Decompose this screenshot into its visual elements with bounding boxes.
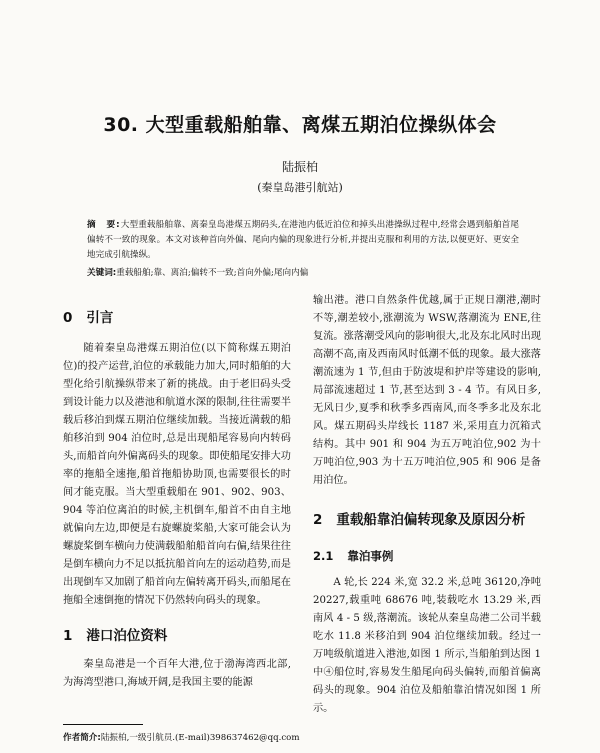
keywords-text: 重载船舶;靠、离泊;偏转不一致;首向外偏;尾向内偏 <box>116 268 309 278</box>
subsection-heading-case <box>313 548 541 564</box>
subsection-title: 靠泊事例 <box>347 549 394 563</box>
section-number: 2 <box>313 512 323 528</box>
footnote-text: 陆振柏,一级引航员.(E-mail)398637462@qq.com <box>100 733 300 743</box>
section-heading-analysis <box>313 508 541 528</box>
berth-paragraph-continued: 输出港。港口自然条件优越,属于正规日潮港,潮时不等,潮差较小,涨潮流为 WSW,落潮流为 ENE,往复流。涨落潮受风向的影响很大,北及东北风时出现高潮不高,南及西南风时低潮不低的现象。最大涨落潮流速为 1 节,但由于防波堤和护岸等建设的影响,局部流速超过 1 节,甚至达到 3 - 4 节。有风日多,无风日少,夏季和秋季多西南风,而冬季多北及东北风。煤五期码头岸线长 1187 米,采用直力沉箱式结构。其中 901 和 904 为五万吨泊位,902 为十万吨泊位,903 为十五万吨泊位,905 和 906 是备用泊位。 <box>313 295 541 486</box>
intro-paragraph: 随着秦皇岛港煤五期泊位(以下简称煤五期泊位)的投产运营,泊位的承载能力加大,同时船舶的大型化给引航操纵带来了新的挑战。由于老旧码头受到设计能力以及港池和航道水深的限制,往往需要半载后移泊到煤五期泊位继续加载。当接近满载的船舶移泊到 904 泊位时,总是出现船尾容易向内转码头,而船首向外偏离码头的现象。即使船尾安排大功率的拖船全速拖,船首拖船协助顶,也需要很长的时间才能克服。当大型重载船在 901、902、903、904 等泊位离泊的时候,主机倒车,船首不由自主地就偏向左边,即便是右旋螺旋桨船,大家可能会认为螺旋桨倒车横向力使满载船舶船首向右偏,结果往往是倒车横向力不足以抵抗船首向左的运动趋势,而是出现倒车又加剧了船首向左偏转离开码头,而船尾在拖船全速倒拖的情况下仍然转向码头的现象。 <box>63 343 291 606</box>
berth-paragraph-start: 秦皇岛港是一个百年大港,位于渤海湾西北部,为海湾型港口,海域开阔,是我国主要的能源 <box>63 659 291 688</box>
right-column <box>313 292 541 718</box>
section-number: 0 <box>63 310 73 326</box>
section-title: 港口泊位资料 <box>86 628 168 644</box>
footnote <box>63 731 300 743</box>
section-heading-berth <box>63 624 291 644</box>
section-title: 引言 <box>86 310 114 326</box>
abstract-label: 摘 要: <box>87 220 121 230</box>
author-name: 陆振柏 <box>281 160 318 174</box>
footnote-divider <box>63 724 143 725</box>
author-affiliation: (秦皇岛港引航站) <box>257 181 343 194</box>
abstract-text: 大型重载船舶靠、离秦皇岛港煤五期码头,在港池内低近泊位和掉头出港操纵过程中,经常会遇到船舶首尾偏转不一致的现象。本文对该种首向外偏、尾向内偏的现象进行分析,并提出克服和利用的方法,以便更好、更安全地完成引航操纵。 <box>87 220 520 260</box>
abstract <box>87 218 519 263</box>
subsection-number: 2.1 <box>313 549 334 563</box>
left-column <box>63 300 291 692</box>
footnote-label: 作者简介: <box>63 733 101 743</box>
keywords <box>87 266 519 281</box>
case-paragraph: A 轮,长 224 米,宽 32.2 米,总吨 36120,净吨 20227,载重吨 68676 吨,装载吃水 13.29 米,西南风 4 - 5 级,落潮流。该轮从秦皇岛港二公司半载吃水 11.8 米移泊到 904 泊位继续加载。经过一万吨级航道进入港池,如图 1 所示,当船舶到达图 1 中④船位时,容易发生船尾向码头偏转,而船首偏离码头的现象。904 泊位及船舶靠泊情况如图 1 所示。 <box>313 577 541 714</box>
section-number: 1 <box>63 628 73 644</box>
section-heading-intro <box>63 306 291 326</box>
section-title: 重载船靠泊偏转现象及原因分析 <box>336 512 526 528</box>
paper-title: 30. 大型重载船舶靠、离煤五期泊位操纵体会 <box>103 114 497 136</box>
keywords-label: 关键词: <box>87 268 117 278</box>
